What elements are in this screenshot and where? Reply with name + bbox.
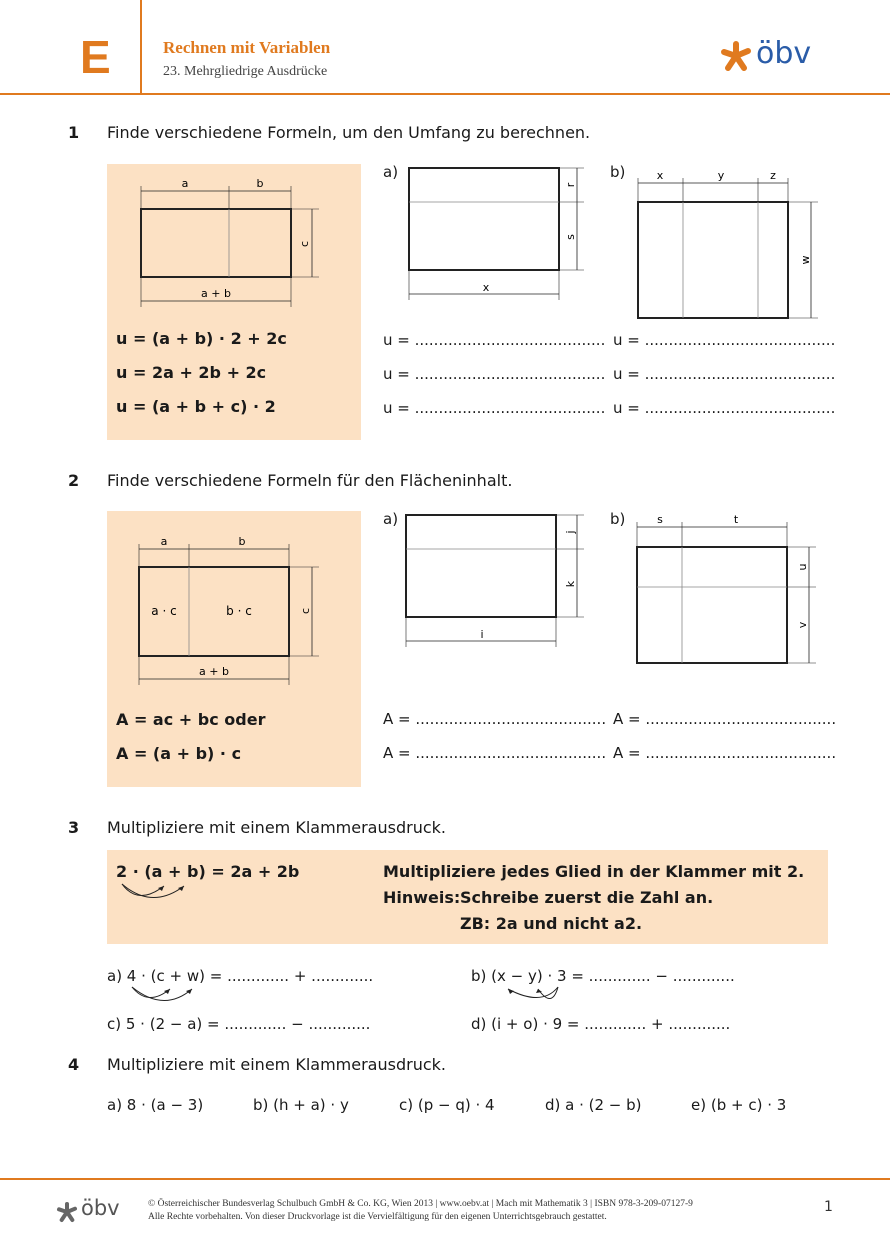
task2-figure-a bbox=[400, 507, 600, 647]
chapter-letter: E bbox=[80, 31, 111, 83]
task3-exercise-d[interactable]: d) (i + o) · 9 = ............. + ............. bbox=[471, 1015, 731, 1033]
task4-item-b: b) (h + a) · y bbox=[253, 1096, 349, 1114]
label-z: z bbox=[770, 169, 776, 182]
task2-figure-b bbox=[628, 507, 828, 672]
label-t: t bbox=[733, 513, 739, 526]
label-k: k bbox=[564, 580, 577, 588]
task3-hint-label: Hinweis: bbox=[383, 888, 461, 907]
answer-line[interactable]: A = ........................................ bbox=[613, 744, 837, 762]
answer-line[interactable]: u = ........................................ bbox=[383, 331, 606, 349]
distribution-arrows-icon bbox=[494, 983, 574, 1011]
task3-hint: Schreibe zuerst die Zahl an. bbox=[460, 888, 714, 907]
footer-divider bbox=[0, 1178, 890, 1180]
publisher-logo bbox=[718, 38, 828, 74]
task3-hint-example: ZB: 2a und nicht a2. bbox=[460, 914, 643, 933]
header-divider bbox=[0, 93, 890, 95]
label-c: c bbox=[298, 240, 311, 248]
label-bc: b · c bbox=[226, 604, 252, 618]
task4-item-c: c) (p − q) · 4 bbox=[399, 1096, 495, 1114]
footer-rights: Alle Rechte vorbehalten. Von dieser Druckvorlage ist die Vervielfältigung für den eigenen Unterrichtsgebrauch gestattet. bbox=[148, 1212, 607, 1222]
label-v: v bbox=[796, 621, 809, 629]
footer-logo bbox=[55, 1198, 135, 1224]
task1-formula-3: u = (a + b + c) · 2 bbox=[116, 397, 276, 416]
header-divider-vertical bbox=[140, 0, 142, 94]
page-number: 1 bbox=[824, 1199, 833, 1215]
answer-line[interactable]: u = ........................................ bbox=[613, 331, 836, 349]
task3-rule: Multipliziere jedes Glied in der Klammer mit 2. bbox=[383, 862, 805, 881]
label-j: j bbox=[564, 530, 577, 534]
label-x: x bbox=[482, 281, 490, 294]
task2-formula-2: A = (a + b) · c bbox=[116, 744, 242, 763]
logo-text: öbv bbox=[756, 36, 812, 71]
task3-exercise-a[interactable]: a) 4 · (c + w) = ............. + ............. bbox=[107, 967, 374, 985]
task4-number: 4 bbox=[68, 1055, 80, 1074]
task2-example-figure bbox=[107, 511, 361, 686]
answer-line[interactable]: u = ........................................ bbox=[613, 399, 836, 417]
task2-formula-1: A = ac + bc oder bbox=[116, 710, 266, 729]
label-a-plus-b: a + b bbox=[201, 287, 231, 300]
label-x: x bbox=[656, 169, 664, 182]
answer-line[interactable]: A = ........................................ bbox=[383, 744, 607, 762]
task1-number: 1 bbox=[68, 123, 80, 142]
task2-part-a-label: a) bbox=[383, 510, 399, 528]
label-a-plus-b: a + b bbox=[199, 665, 229, 678]
answer-line[interactable]: A = ........................................ bbox=[613, 710, 837, 728]
task2-number: 2 bbox=[68, 471, 80, 490]
task1-figure-b bbox=[628, 160, 828, 325]
task2-part-b-label: b) bbox=[610, 510, 626, 528]
star-icon bbox=[55, 1200, 79, 1224]
label-a: a bbox=[160, 535, 168, 548]
task1-formula-2: u = 2a + 2b + 2c bbox=[116, 363, 267, 382]
label-b: b bbox=[256, 177, 264, 190]
task3-exercise-b[interactable]: b) (x − y) · 3 = ............. − ............. bbox=[471, 967, 735, 985]
answer-line[interactable]: u = ........................................ bbox=[383, 365, 606, 383]
task1-formula-1: u = (a + b) · 2 + 2c bbox=[116, 329, 287, 348]
chapter-title: Rechnen mit Variablen bbox=[163, 38, 331, 57]
task4-item-e: e) (b + c) · 3 bbox=[691, 1096, 787, 1114]
label-c: c bbox=[299, 607, 312, 615]
label-a: a bbox=[181, 177, 189, 190]
task4-item-a: a) 8 · (a − 3) bbox=[107, 1096, 204, 1114]
footer-copyright: © Österreichischer Bundesverlag Schulbuch GmbH & Co. KG, Wien 2013 | www.oebv.at | Mach mit Mathematik 3 | ISBN 978-3-209-07127-9 bbox=[148, 1199, 693, 1209]
task1-example-figure bbox=[107, 164, 361, 314]
label-s: s bbox=[564, 234, 577, 240]
label-u: u bbox=[796, 563, 809, 571]
label-y: y bbox=[717, 169, 725, 182]
label-r: r bbox=[564, 182, 577, 188]
task3-number: 3 bbox=[68, 818, 80, 837]
label-w: w bbox=[799, 255, 812, 265]
section-subtitle: 23. Mehrgliedrige Ausdrücke bbox=[163, 64, 328, 79]
answer-line[interactable]: u = ........................................ bbox=[383, 399, 606, 417]
label-b: b bbox=[238, 535, 246, 548]
label-ac: a · c bbox=[151, 604, 177, 618]
task1-part-b-label: b) bbox=[610, 163, 626, 181]
distribution-arrows-icon bbox=[124, 983, 204, 1011]
label-s: s bbox=[657, 513, 663, 526]
star-icon bbox=[718, 38, 754, 74]
answer-line[interactable]: u = ........................................ bbox=[613, 365, 836, 383]
task4-instruction: Multipliziere mit einem Klammerausdruck. bbox=[107, 1055, 446, 1074]
task3-exercise-c[interactable]: c) 5 · (2 − a) = ............. − ............. bbox=[107, 1015, 371, 1033]
answer-line[interactable]: A = ........................................ bbox=[383, 710, 607, 728]
distribution-arrows-icon bbox=[112, 880, 202, 910]
task2-instruction: Finde verschiedene Formeln für den Flächeninhalt. bbox=[107, 471, 513, 490]
task3-example: 2 · (a + b) = 2a + 2b bbox=[116, 862, 300, 881]
footer-logo-text: öbv bbox=[81, 1196, 120, 1220]
label-i: i bbox=[480, 628, 484, 641]
task1-figure-a bbox=[400, 160, 600, 300]
task1-part-a-label: a) bbox=[383, 163, 399, 181]
task1-instruction: Finde verschiedene Formeln, um den Umfang zu berechnen. bbox=[107, 123, 591, 142]
task4-item-d: d) a · (2 − b) bbox=[545, 1096, 642, 1114]
task3-instruction: Multipliziere mit einem Klammerausdruck. bbox=[107, 818, 446, 837]
